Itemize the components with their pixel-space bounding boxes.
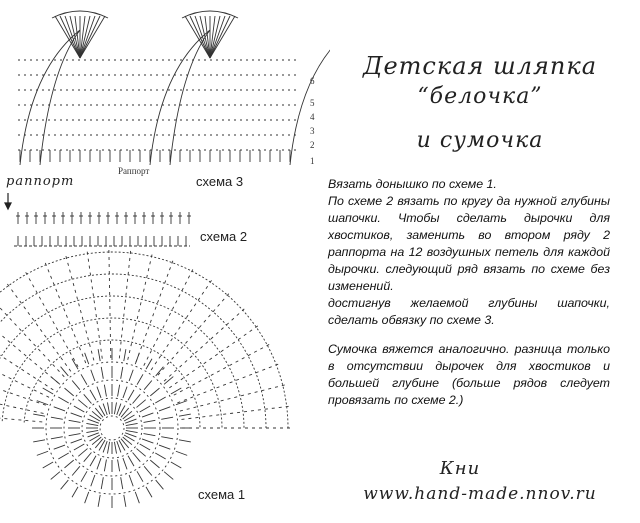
scheme-1-stitch (156, 480, 164, 489)
scheme-1-stitch (146, 487, 152, 497)
row-number-3: 3 (310, 126, 315, 136)
scheme-1-stitch (140, 406, 150, 412)
scheme-1-stitch (43, 462, 53, 468)
scheme-1-stitch (144, 434, 156, 436)
scheme-2-ray (180, 385, 285, 411)
credit-site: www.hand-made.nnov.ru (363, 484, 597, 504)
scheme-1-stitch (91, 370, 95, 381)
scheme-1-stitch (156, 367, 164, 376)
rapport-label-side: раппорт (6, 174, 75, 189)
scheme-2-label: схема 2 (200, 229, 248, 244)
rapport-bracket (5, 193, 11, 209)
scheme-1-stitch (97, 387, 101, 398)
scheme-2-chart (0, 212, 290, 428)
instructions-text (328, 176, 610, 409)
scheme-1-stitch (155, 397, 165, 403)
scheme-1-stitch (128, 390, 134, 400)
scheme-1-stitch (121, 477, 123, 489)
scheme-1-stitch (129, 475, 133, 486)
scheme-3-fan-stitch (80, 16, 100, 58)
scheme-1-stitch (90, 456, 96, 466)
scheme-1-stitch (92, 411, 101, 419)
row-number-4: 4 (310, 112, 315, 122)
scheme-1-stitch (104, 460, 106, 472)
scheme-1-stitch (95, 439, 103, 448)
scheme-1-stitch (37, 451, 48, 455)
scheme-2-ray (0, 412, 42, 421)
scheme-2-ray (164, 309, 244, 381)
scheme-1-stitch (144, 466, 152, 475)
scheme-1-stitch (78, 449, 87, 457)
scheme-1-stitch (72, 381, 80, 390)
scheme-2-ray (0, 370, 46, 405)
scheme-3-fan-stitch (80, 16, 90, 58)
scheme-1-stitch (69, 420, 81, 422)
scheme-1-stitch (171, 388, 181, 394)
scheme-1-stitch (101, 367, 103, 379)
scheme-1-stitch (97, 458, 101, 469)
scheme-1-stitch (71, 413, 82, 417)
scheme-1-ring (46, 362, 178, 494)
instruction-paragraph-3: достигнув желаемой глубины шапочки, сделать обвязку по схеме 3. (328, 296, 610, 327)
scheme-1-stitch (58, 397, 68, 403)
scheme-1-stitch (176, 451, 187, 455)
title-line-1: Детская шляпка (362, 52, 598, 80)
scheme-1-stitch (91, 475, 95, 486)
scheme-1-stitch (104, 385, 106, 397)
scheme-1-stitch (150, 460, 159, 468)
scheme-1-stitch (171, 462, 181, 468)
scheme-1-stitch (159, 445, 170, 449)
scheme-1-stitch (51, 437, 63, 439)
scheme-1-stitch (121, 367, 123, 379)
scheme-1-stitch (140, 444, 150, 450)
scheme-1-stitch (65, 460, 74, 468)
scheme-2-ray (158, 294, 229, 376)
scheme-1-stitch (123, 411, 132, 419)
scheme-1-stitch (142, 413, 153, 417)
scheme-1-stitch (72, 466, 80, 475)
scheme-1-stitch (124, 495, 126, 507)
row-number-6: 6 (310, 76, 315, 86)
scheme-1-stitch (69, 434, 81, 436)
scheme-1-stitch (144, 381, 152, 390)
scheme-1-stitch (123, 437, 132, 445)
scheme-3-fan-stitch (60, 16, 80, 58)
instruction-paragraph-2: По схеме 2 вязать по кругу да нужной глубины шапочки. Чтобы сделать дырочки для хвостиков, заменить во втором ряду 2 раппорта на 12 воздушных петель для каждой дырочки. следующий ряд вязать по схеме без изменений. (328, 194, 610, 293)
scheme-1-stitch (159, 407, 170, 411)
scheme-1-stitch (164, 472, 173, 480)
scheme-1-stitch (78, 400, 87, 408)
scheme-1-stitch (121, 408, 129, 417)
scheme-1-stitch (126, 423, 138, 425)
scheme-1-stitch (161, 437, 173, 439)
scheme-1-stitch (81, 374, 87, 384)
scheme-2-ray (144, 269, 193, 365)
scheme-1-stitch (142, 439, 153, 443)
scheme-1-chart (32, 348, 192, 508)
instruction-paragraph-1: Вязать донышко по схеме 1. (328, 177, 497, 191)
scheme-1-stitch (146, 359, 152, 369)
scheme-2-ray (0, 350, 49, 397)
scheme-2-ray (109, 250, 111, 358)
scheme-1-stitch (124, 349, 126, 361)
credit-name: Кни (439, 458, 481, 479)
scheme-1-stitch (123, 387, 127, 398)
scheme-1-stitch (81, 471, 87, 481)
scheme-3-fan-stitch (190, 16, 210, 58)
scheme-1-stitch (74, 406, 84, 412)
scheme-2-ray (181, 406, 288, 419)
scheme-1-stitch (161, 417, 173, 419)
scheme-1-stitch (137, 374, 143, 384)
scheme-2-row-arc (0, 296, 244, 428)
scheme-2-ray (169, 326, 257, 388)
scheme-1-stitch (137, 449, 146, 457)
instruction-paragraph-4: Сумочка вяжется аналогично. разница только в отсутствии дырочек для хвостиков и большей глубине (больше рядов следует провязать по схеме 2.) (328, 342, 610, 407)
scheme-1-stitch (74, 444, 84, 450)
scheme-1-stitch (129, 370, 133, 381)
title-line-2: “белочка” (417, 84, 543, 109)
scheme-1-stitch (121, 439, 129, 448)
scheme-1-stitch (123, 458, 127, 469)
scheme-2-ray (136, 261, 173, 362)
scheme-1-stitch (137, 400, 146, 408)
scheme-1-stitch (144, 420, 156, 422)
scheme-1-stitch (51, 417, 63, 419)
row-number-5: 5 (310, 98, 315, 108)
scheme-1-stitch (33, 440, 45, 442)
scheme-3-arch (20, 30, 80, 165)
scheme-3-fan-stitch (210, 16, 220, 58)
scheme-1-stitch (84, 394, 92, 403)
scheme-1-stitch (118, 385, 120, 397)
scheme-1-stitch (150, 388, 159, 396)
scheme-1-stitch (179, 440, 191, 442)
scheme-3-chart (18, 11, 330, 165)
scheme-1-stitch (133, 394, 141, 403)
scheme-1-stitch (58, 453, 68, 459)
scheme-1-stitch (118, 460, 120, 472)
scheme-1-stitch (90, 390, 96, 400)
scheme-1-stitch (72, 487, 78, 497)
title-line-3: и сумочка (416, 128, 544, 153)
scheme-1-stitch (51, 377, 60, 385)
scheme-1-stitch (135, 492, 139, 503)
scheme-1-stitch (33, 414, 45, 416)
scheme-1-stitch (61, 480, 69, 489)
scheme-2-ray (151, 280, 211, 370)
scheme-2-ray (119, 251, 130, 358)
scheme-1-stitch (54, 445, 65, 449)
scheme-1-stitch (54, 407, 65, 411)
scheme-1-label: схема 1 (198, 487, 246, 502)
scheme-1-stitch (107, 442, 109, 454)
scheme-1-stitch (84, 453, 92, 462)
scheme-1-stitch (86, 430, 98, 432)
scheme-2-ray (0, 298, 64, 377)
scheme-2-ray (0, 331, 53, 390)
scheme-1-stitch (101, 477, 103, 489)
scheme-1-stitch (114, 442, 116, 454)
scheme-1-stitch (95, 408, 103, 417)
scheme-1-stitch (92, 437, 101, 445)
scheme-1-stitch (85, 492, 89, 503)
rapport-label-top: Раппорт (118, 166, 150, 176)
scheme-1-stitch (114, 402, 116, 414)
scheme-2-ray (128, 255, 152, 360)
row-number-2: 2 (310, 140, 315, 150)
scheme-1-stitch (86, 423, 98, 425)
scheme-1-stitch (126, 430, 138, 432)
scheme-1-stitch (128, 456, 134, 466)
scheme-3-arch (150, 30, 210, 165)
scheme-1-stitch (71, 439, 82, 443)
scheme-1-stitch (133, 453, 141, 462)
scheme-1-stitch (65, 388, 74, 396)
row-number-1: 1 (310, 156, 315, 166)
scheme-1-stitch (61, 367, 69, 376)
scheme-1-stitch (72, 359, 78, 369)
scheme-1-stitch (107, 402, 109, 414)
scheme-1-stitch (135, 353, 139, 364)
scheme-2-ray (66, 256, 94, 360)
scheme-1-ring (100, 416, 124, 440)
scheme-3-label: схема 3 (196, 174, 244, 189)
scheme-2-ray (0, 314, 58, 383)
scheme-1-stitch (179, 414, 191, 416)
scheme-2-ray (45, 263, 85, 363)
scheme-1-stitch (155, 453, 165, 459)
scheme-2-ray (174, 344, 269, 395)
scheme-1-stitch (137, 471, 143, 481)
scheme-1-stitch (51, 472, 60, 480)
scheme-3-fan-stitch (210, 16, 230, 58)
scheme-1-stitch (98, 495, 100, 507)
scheme-1-stitch (98, 349, 100, 361)
scheme-2-ray (177, 364, 278, 403)
